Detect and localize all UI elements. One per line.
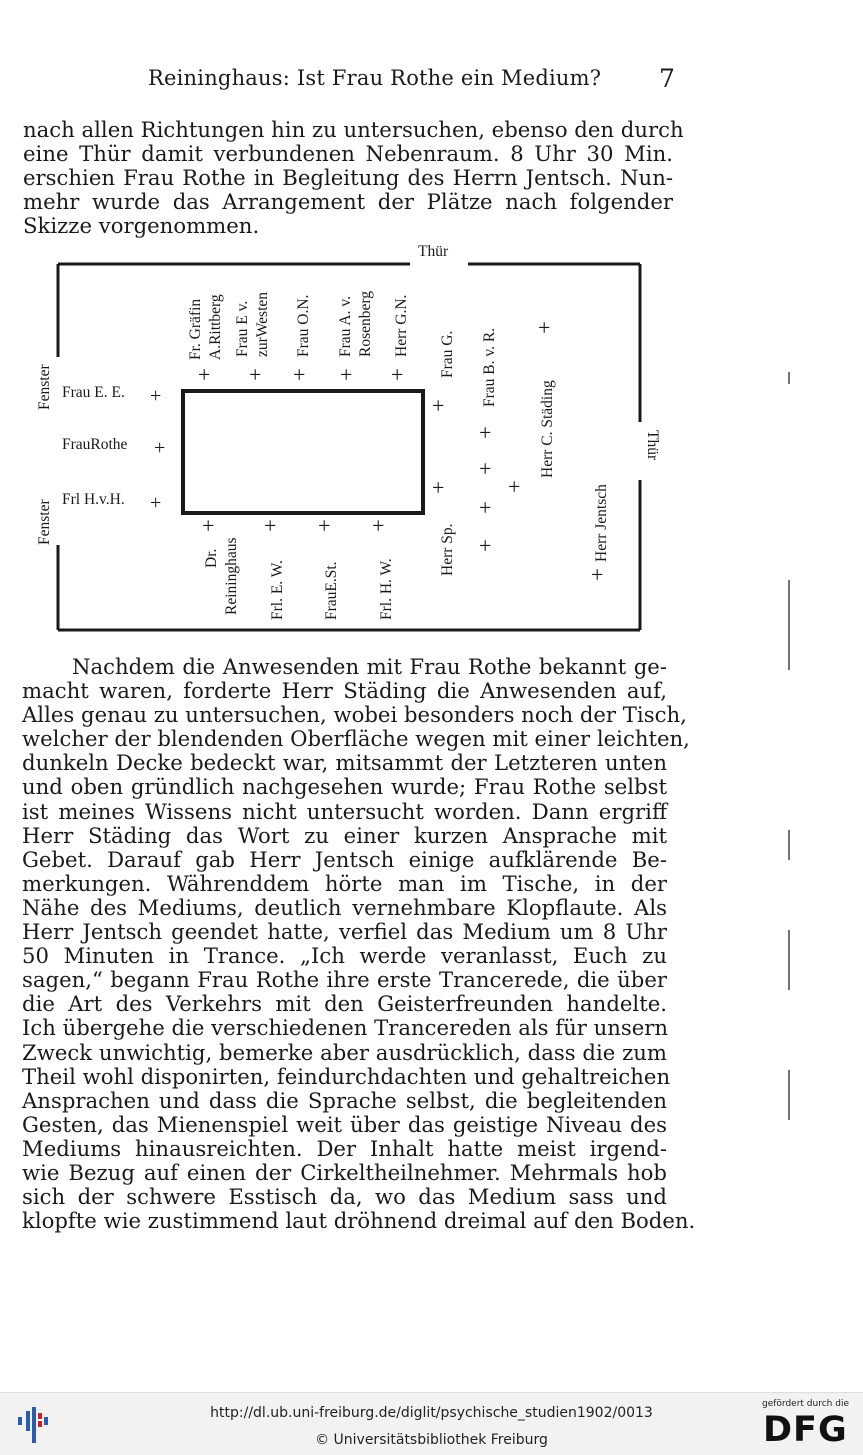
text-line: Ich übergehe die verschiedenen Trancereden als für unsern: [22, 1015, 669, 1041]
seat-cross: +: [479, 533, 492, 558]
text-line: und oben gründlich nachgesehen wurde; Frau Rothe selbst: [22, 774, 667, 800]
seat-cross: +: [264, 513, 277, 538]
seat-cross: +: [318, 513, 331, 538]
text-line: mehr wurde das Arrangement der Plätze nach folgender: [23, 189, 673, 215]
text-line: Herr Städing das Wort zu einer kurzen Ansprache mit: [22, 822, 667, 848]
text-line: Gesten, das Mienenspiel weit über das geistige Niveau des: [22, 1111, 667, 1137]
table: [183, 391, 423, 513]
paragraph-main: [22, 654, 696, 1234]
seat-label: Herr Sp.: [439, 523, 456, 576]
door-label-right: Thür: [644, 430, 661, 461]
seat-cross: +: [538, 315, 551, 340]
text-line: Zweck unwichtig, bemerke aber ausdrücklich, dass die zum: [22, 1039, 667, 1065]
dfg-logo: DFG: [763, 1410, 848, 1450]
seat-label: A.Rittberg: [207, 294, 224, 360]
seat-label: Frl. E. W.: [269, 560, 286, 620]
seat-cross: +: [508, 474, 521, 499]
text-line: die Art des Verkehrs mit den Geisterfreunden handelte.: [22, 991, 667, 1017]
window-label-upper: Fenster: [36, 364, 53, 410]
seat-cross: +: [202, 513, 215, 538]
seat-label: zurWesten: [254, 291, 271, 357]
sponsor-text: gefördert durch die: [762, 1399, 849, 1409]
seat-cross: +: [293, 362, 306, 387]
text-line: klopfte wie zustimmend laut dröhnend dreimal auf den Boden.: [22, 1208, 696, 1234]
text-line: Gebet. Darauf gab Herr Jentsch einige aufklärende Be-: [22, 846, 667, 872]
seat-cross: +: [150, 492, 162, 514]
seat-cross: +: [479, 456, 492, 481]
seat-label: Herr Jentsch: [593, 484, 610, 562]
seat-label: Dr.: [203, 548, 220, 568]
text-line: Mediums hinausreichten. Der Inhalt hatte meist irgend-: [22, 1135, 667, 1161]
seat-cross: +: [150, 385, 162, 407]
text-line: dunkeln Decke bedeckt war, mitsammt der Letzteren unten: [22, 750, 667, 776]
scan-margin-marks: [780, 370, 792, 1130]
running-title: Reininghaus: Ist Frau Rothe ein Medium?: [148, 66, 602, 90]
seat-cross: +: [591, 562, 604, 587]
seat-cross: +: [479, 495, 492, 520]
seat-label: Frau A. v.: [337, 296, 354, 357]
seat-cross: +: [249, 362, 262, 387]
text-line: welcher der blendenden Oberfläche wegen mit einer leichten,: [22, 726, 690, 752]
text-line: merkungen. Währenddem hörte man im Tische, in der: [22, 870, 667, 896]
seat-cross: +: [198, 362, 211, 387]
seat-label: Herr C. Städing: [539, 380, 556, 478]
text-line: eine Thür damit verbundenen Nebenraum. 8 Uhr 30 Min.: [23, 141, 673, 167]
seat-label: Frl H.v.H.: [62, 491, 125, 508]
seat-label: Reininghaus: [223, 537, 240, 615]
seat-cross: +: [340, 362, 353, 387]
text-line: wie Bezug auf einen der Cirkeltheilnehmer. Mehrmals hob: [22, 1159, 667, 1185]
door-label-top: Thür: [418, 243, 449, 260]
text-line: macht waren, forderte Herr Städing die Anwesenden auf,: [22, 678, 667, 704]
seat-label: Frau E v.: [234, 300, 251, 357]
text-line: Theil wohl disponirten, feindurchdachten und gehaltreichen: [22, 1063, 671, 1089]
text-line: Nachdem die Anwesenden mit Frau Rothe bekannt ge-: [72, 654, 667, 679]
seat-label: Fr. Gräfin: [187, 298, 204, 360]
text-line: nach allen Richtungen hin zu untersuchen, ebenso den durch: [23, 117, 684, 142]
text-line: erschien Frau Rothe in Begleitung des Herrn Jentsch. Nun-: [23, 165, 673, 191]
page-number: 7: [659, 64, 675, 93]
source-url-link[interactable]: http://dl.ub.uni-freiburg.de/diglit/psychische_studien1902/0013: [210, 1405, 653, 1421]
seating-sketch: [0, 0, 863, 650]
seat-label: Frau O.N.: [295, 294, 312, 357]
seat-label: Frau B. v. R.: [481, 327, 498, 407]
text-line: ist meines Wissens nicht untersucht worden. Dann ergriff: [22, 798, 667, 824]
seat-cross: +: [432, 475, 445, 500]
seat-label: Frau G.: [439, 330, 456, 378]
text-line: Herr Jentsch geendet hatte, verfiel das Medium um 8 Uhr: [22, 919, 667, 945]
seat-cross: +: [391, 362, 404, 387]
seat-cross: +: [372, 513, 385, 538]
seat-label: FrauE.St.: [323, 561, 340, 620]
seat-cross: +: [432, 393, 445, 418]
text-line: Skizze vorgenommen.: [23, 213, 260, 239]
seat-cross: +: [479, 420, 492, 445]
text-line: 50 Minuten in Trance. „Ich werde veranlasst, Euch zu: [22, 943, 667, 969]
text-line: Nähe des Mediums, deutlich vernehmbare Klopflaute. Als: [22, 894, 667, 920]
seat-cross: +: [154, 437, 166, 459]
text-line: Ansprachen und dass die Sprache selbst, die begleitenden: [22, 1087, 667, 1113]
seat-label: Rosenberg: [357, 290, 374, 357]
seat-label: Herr G.N.: [393, 294, 410, 357]
seat-label: Frau E. E.: [62, 384, 125, 401]
text-line: sich der schwere Esstisch da, wo das Medium sass und: [22, 1184, 667, 1210]
text-line: Alles genau zu untersuchen, wobei besonders noch der Tisch,: [22, 702, 687, 728]
window-label-lower: Fenster: [36, 499, 53, 545]
seat-label: Frl. H. W.: [378, 558, 395, 620]
copyright-text: © Universitätsbibliothek Freiburg: [315, 1432, 548, 1448]
seat-label: FrauRothe: [62, 436, 128, 453]
text-line: sagen,“ begann Frau Rothe ihre erste Trancerede, die über: [22, 967, 667, 993]
